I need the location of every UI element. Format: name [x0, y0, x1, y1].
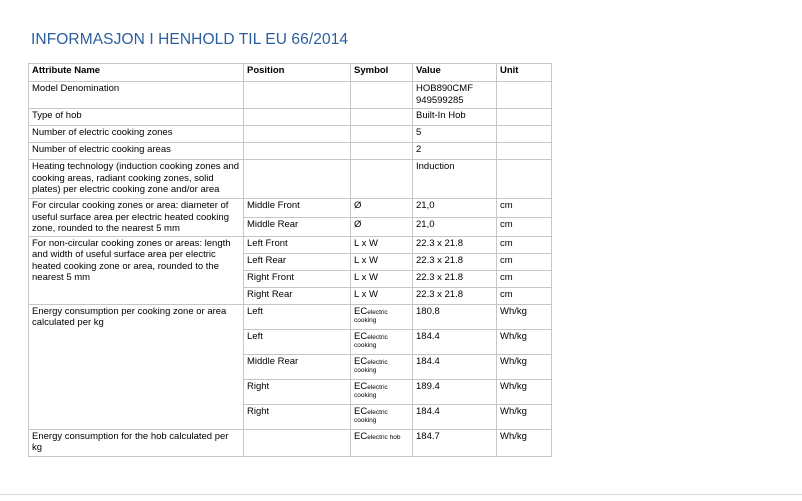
- cell-symbol: [351, 329, 413, 354]
- cell-attribute: Energy consumption per cooking zone or area calculated per kg: [29, 304, 244, 429]
- cell-position: Right: [244, 404, 351, 429]
- cell-symbol: [351, 304, 413, 329]
- cell-unit: cm: [497, 253, 552, 270]
- cell-symbol: L x W: [351, 253, 413, 270]
- cell-symbol: L x W: [351, 236, 413, 253]
- symbol-main: EC: [354, 355, 368, 367]
- table-header-row: [29, 64, 552, 82]
- table-row: [29, 160, 552, 199]
- cell-unit: Wh/kg: [497, 404, 552, 429]
- cell-symbol: [351, 354, 413, 379]
- cell-position: Middle Rear: [244, 217, 351, 236]
- cell-symbol: [351, 126, 413, 143]
- cell-unit: cm: [497, 217, 552, 236]
- cell-value: 184.7: [413, 429, 497, 456]
- model-number: HOB890CMF: [416, 83, 474, 94]
- table-row: [29, 429, 552, 456]
- header-attribute: Attribute Name: [29, 64, 244, 82]
- symbol-subscript: electric: [367, 383, 388, 391]
- cell-attribute: Model Denomination: [29, 82, 244, 109]
- table-row: [29, 126, 552, 143]
- symbol-subscript: cooking: [354, 392, 377, 399]
- symbol-subscript: electric hob: [367, 433, 401, 441]
- cell-value: 21,0: [413, 217, 497, 236]
- cell-symbol: [351, 143, 413, 160]
- cell-value: 184.4: [413, 354, 497, 379]
- cell-symbol: [351, 160, 413, 199]
- symbol-subscript: electric: [367, 358, 388, 366]
- cell-unit: Wh/kg: [497, 304, 552, 329]
- cell-unit: cm: [497, 287, 552, 304]
- table-row: [29, 143, 552, 160]
- table-row: [29, 109, 552, 126]
- cell-position: Middle Front: [244, 199, 351, 218]
- cell-position: Left Rear: [244, 253, 351, 270]
- cell-value: 184.4: [413, 329, 497, 354]
- symbol-subscript: cooking: [354, 367, 377, 374]
- cell-position: Middle Rear: [244, 354, 351, 379]
- cell-value: 22.3 x 21.8: [413, 270, 497, 287]
- cell-unit: [497, 109, 552, 126]
- cell-position: Left Front: [244, 236, 351, 253]
- cell-unit: cm: [497, 236, 552, 253]
- symbol-subscript: cooking: [354, 417, 377, 424]
- symbol-main: EC: [354, 380, 368, 392]
- cell-attribute: Energy consumption for the hob calculated per kg: [29, 429, 244, 456]
- cell-value: [413, 82, 497, 109]
- cell-unit: [497, 82, 552, 109]
- cell-value: 5: [413, 126, 497, 143]
- cell-position: Left: [244, 304, 351, 329]
- cell-unit: Wh/kg: [497, 379, 552, 404]
- cell-attribute: Heating technology (induction cooking zones and cooking areas, radiant cooking zones, solid plates) per electric cooking zone and/or area: [29, 160, 244, 199]
- cell-attribute: For non-circular cooking zones or areas: length and width of useful surface area per electric heated cooking zone or area, rounded to the nearest 5 mm: [29, 236, 244, 304]
- table-row: [29, 82, 552, 109]
- cell-position: [244, 82, 351, 109]
- cell-symbol: Ø: [351, 217, 413, 236]
- symbol-subscript: electric: [367, 308, 388, 316]
- cell-unit: Wh/kg: [497, 329, 552, 354]
- cell-symbol: [351, 404, 413, 429]
- cell-value: 2: [413, 143, 497, 160]
- cell-unit: cm: [497, 199, 552, 218]
- product-number: 949599285: [416, 94, 464, 106]
- symbol-subscript: cooking: [354, 342, 377, 349]
- cell-position: Right Rear: [244, 287, 351, 304]
- cell-value: Built-In Hob: [413, 109, 497, 126]
- page-divider: [0, 494, 802, 495]
- cell-attribute: Type of hob: [29, 109, 244, 126]
- cell-symbol: [351, 379, 413, 404]
- symbol-main: EC: [354, 405, 368, 417]
- cell-value: 22.3 x 21.8: [413, 253, 497, 270]
- header-unit: Unit: [497, 64, 552, 82]
- cell-unit: [497, 143, 552, 160]
- cell-attribute: Number of electric cooking areas: [29, 143, 244, 160]
- cell-position: [244, 160, 351, 199]
- spec-table: [28, 63, 552, 457]
- cell-attribute: Number of electric cooking zones: [29, 126, 244, 143]
- cell-value: Induction: [413, 160, 497, 199]
- symbol-main: EC: [354, 430, 368, 442]
- symbol-subscript: cooking: [354, 317, 377, 324]
- cell-position: [244, 126, 351, 143]
- table-row: [29, 199, 552, 218]
- cell-position: Right: [244, 379, 351, 404]
- cell-symbol: [351, 82, 413, 109]
- header-position: Position: [244, 64, 351, 82]
- cell-unit: cm: [497, 270, 552, 287]
- cell-symbol: Ø: [351, 199, 413, 218]
- cell-symbol: [351, 109, 413, 126]
- header-symbol: Symbol: [351, 64, 413, 82]
- cell-value: 22.3 x 21.8: [413, 236, 497, 253]
- cell-symbol: [351, 429, 413, 456]
- cell-value: 184.4: [413, 404, 497, 429]
- cell-symbol: L x W: [351, 287, 413, 304]
- table-row: [29, 304, 552, 329]
- page-title: INFORMASJON I HENHOLD TIL EU 66/2014: [31, 31, 349, 48]
- symbol-main: EC: [354, 305, 368, 317]
- cell-unit: [497, 160, 552, 199]
- cell-attribute: For circular cooking zones or area: diameter of useful surface area per electric heated cooking zone, rounded to the nearest 5 mm: [29, 199, 244, 237]
- symbol-subscript: electric: [367, 408, 388, 416]
- cell-position: [244, 109, 351, 126]
- table-row: [29, 236, 552, 253]
- cell-unit: Wh/kg: [497, 354, 552, 379]
- cell-value: 22.3 x 21.8: [413, 287, 497, 304]
- cell-symbol: L x W: [351, 270, 413, 287]
- cell-position: [244, 143, 351, 160]
- cell-position: Left: [244, 329, 351, 354]
- cell-unit: [497, 126, 552, 143]
- cell-value: 189.4: [413, 379, 497, 404]
- cell-position: Right Front: [244, 270, 351, 287]
- header-value: Value: [413, 64, 497, 82]
- cell-value: 21,0: [413, 199, 497, 218]
- cell-value: 180.8: [413, 304, 497, 329]
- symbol-subscript: electric: [367, 333, 388, 341]
- symbol-main: EC: [354, 330, 368, 342]
- cell-position: [244, 429, 351, 456]
- cell-unit: Wh/kg: [497, 429, 552, 456]
